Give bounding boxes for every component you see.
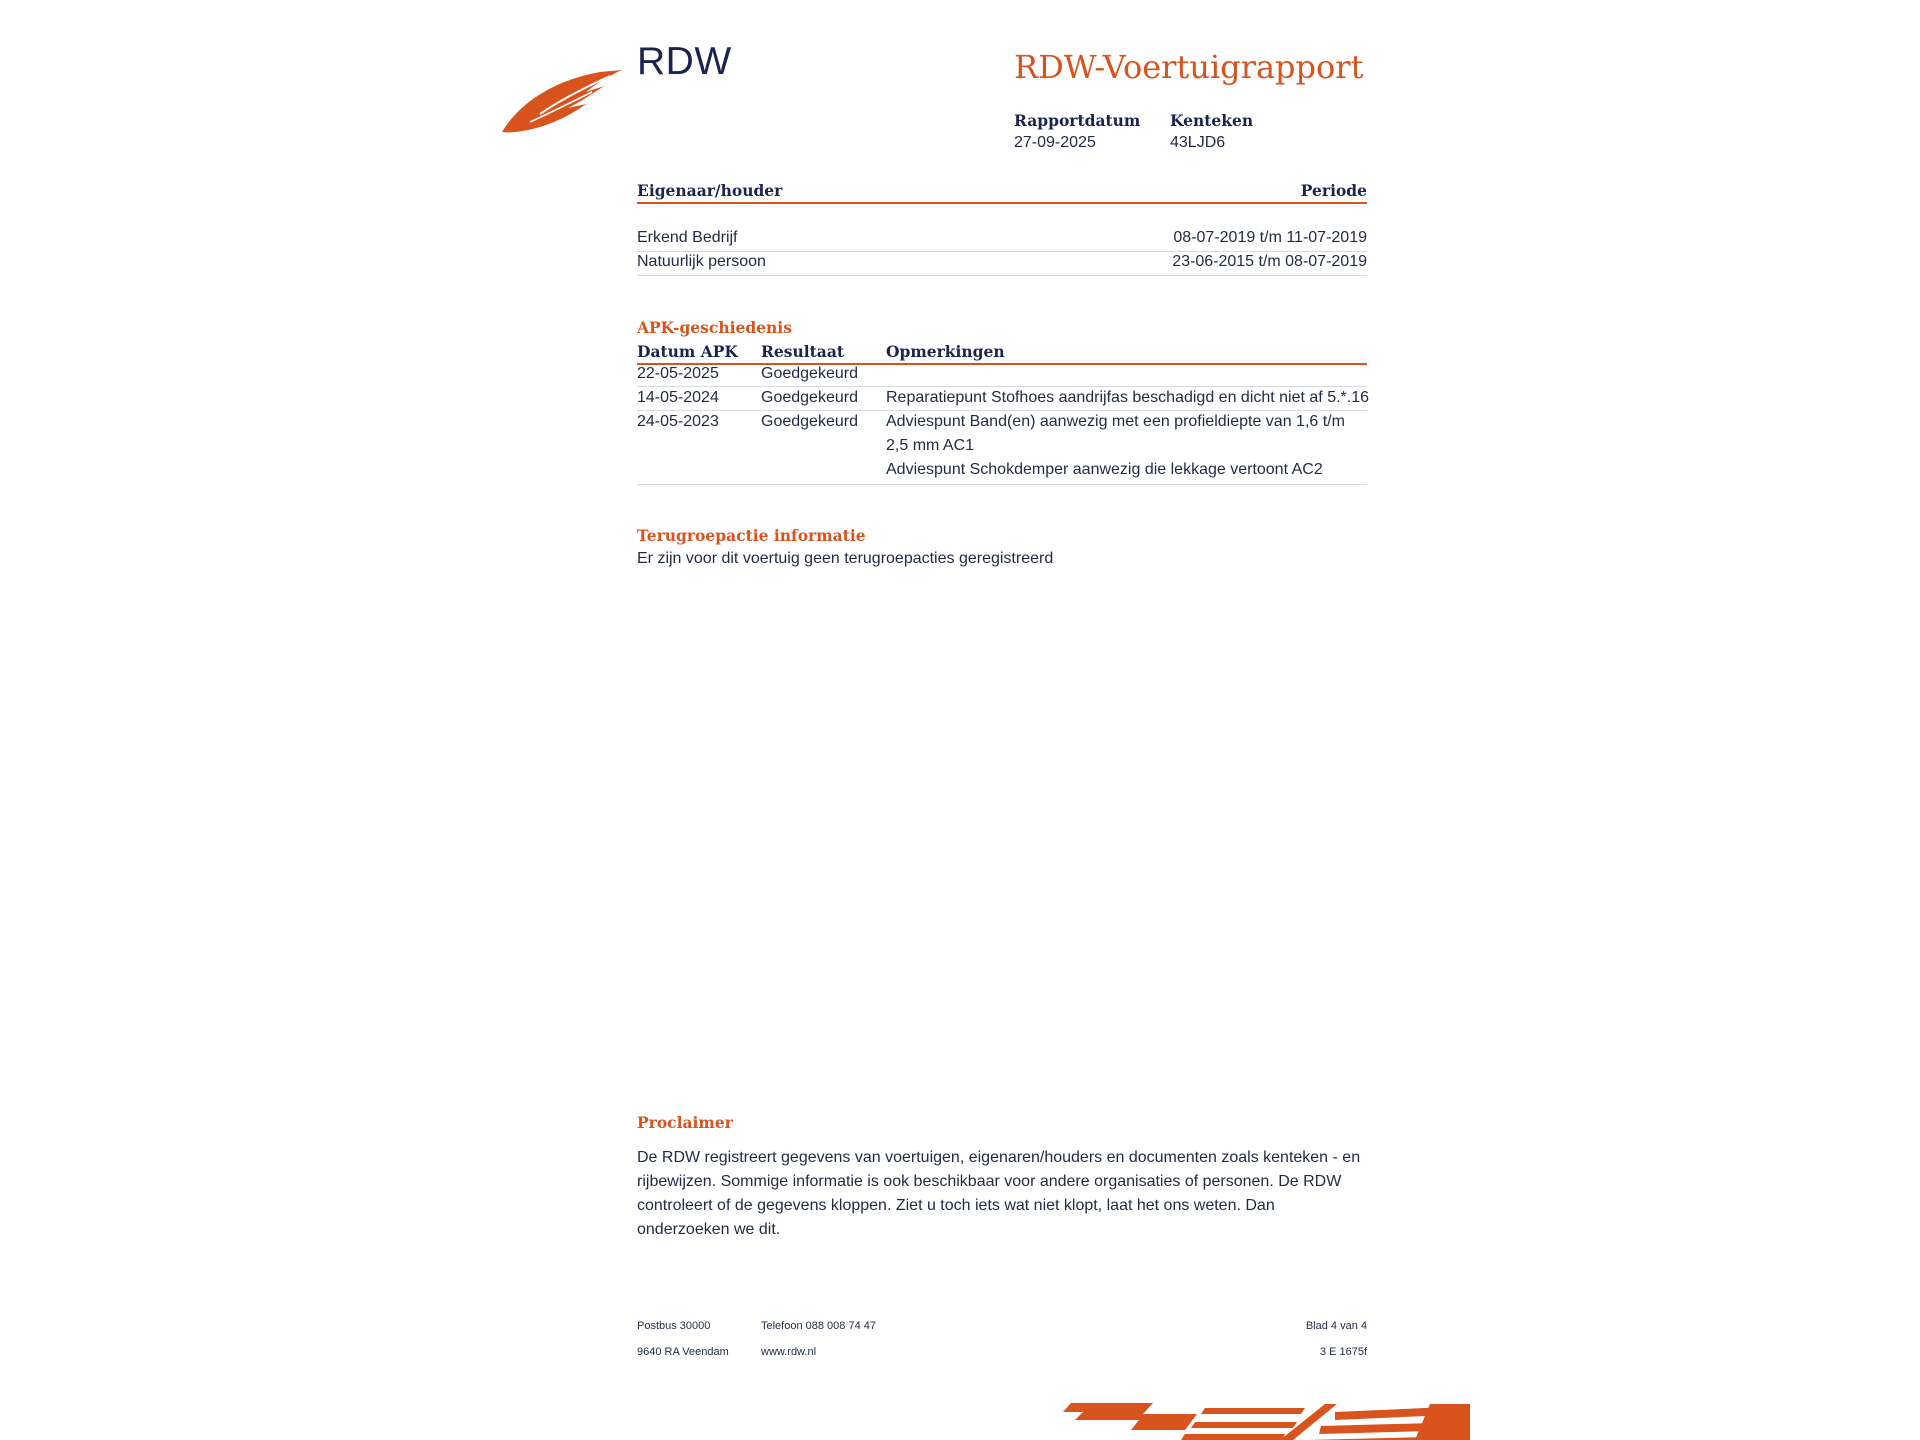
- footer-page-number: Blad 4 van 4: [1305, 1320, 1367, 1332]
- apk-row-3-remark-1: Adviespunt Band(en) aanwezig met een profieldiepte van 1,6 t/m: [886, 413, 1345, 430]
- apk-date-column-header: Datum APK: [637, 342, 738, 361]
- owner-row-2-period: 23-06-2015 t/m 08-07-2019: [1172, 253, 1367, 270]
- footer-phone: Telefoon 088 008 74 47: [761, 1320, 876, 1332]
- proclaimer-title: Proclaimer: [637, 1113, 733, 1132]
- period-column-header: Periode: [1300, 181, 1367, 200]
- orange-stripes-graphic-icon: [1035, 1400, 1470, 1440]
- rdw-feather-logo-icon: [500, 62, 625, 134]
- apk-row-3-result: Goedgekeurd: [761, 413, 858, 430]
- apk-row-3-remark-2: 2,5 mm AC1: [886, 437, 975, 454]
- apk-remarks-column-header: Opmerkingen: [886, 342, 1005, 361]
- recall-section-title: Terugroepactie informatie: [637, 526, 866, 545]
- footer-website: www.rdw.nl: [761, 1346, 817, 1358]
- apk-row-3-date: 24-05-2023: [637, 413, 719, 430]
- apk-row-2-date: 14-05-2024: [637, 389, 719, 406]
- plate-label: Kenteken: [1170, 111, 1254, 130]
- apk-row-1-date: 22-05-2025: [637, 365, 719, 382]
- footer-document-code: 3 E 1675f: [1319, 1346, 1367, 1358]
- footer-postbus: Postbus 30000: [637, 1320, 711, 1332]
- report-title: RDW-Voertuigrapport: [1014, 48, 1364, 86]
- owners-header-rule: [637, 202, 1367, 204]
- owner-table-bottom-rule: [637, 275, 1367, 276]
- apk-header-rule: [637, 363, 1367, 365]
- report-date-label: Rapportdatum: [1014, 111, 1141, 130]
- apk-row-3-remark-3: Adviespunt Schokdemper aanwezig die lekkage vertoont AC2: [886, 461, 1323, 478]
- footer-city: 9640 RA Veendam: [637, 1346, 729, 1358]
- apk-section-title: APK-geschiedenis: [637, 318, 792, 337]
- apk-row-2-remark-1: Reparatiepunt Stofhoes aandrijfas beschadigd en dicht niet af 5.*.16: [886, 389, 1369, 406]
- apk-table-bottom-rule: [637, 484, 1367, 485]
- proclaimer-text: De RDW registreert gegevens van voertuigen, eigenaren/houders en documenten zoals kenteken - en rijbewijzen. Sommige informatie is ook beschikbaar voor andere organisaties of personen. De RDW controleert of de gegevens kloppen. Ziet u toch iets wat niet klopt, laat het ons weten. Dan onderzoeken we dit.: [637, 1149, 1361, 1238]
- apk-row-1-result: Goedgekeurd: [761, 365, 858, 382]
- recall-text: Er zijn voor dit voertuig geen terugroepacties geregistreerd: [637, 550, 1054, 567]
- plate-value: 43LJD6: [1170, 134, 1226, 151]
- apk-row-2-result: Goedgekeurd: [761, 389, 858, 406]
- owner-column-header: Eigenaar/houder: [637, 181, 783, 200]
- brand-name: RDW: [637, 40, 732, 83]
- apk-result-column-header: Resultaat: [761, 342, 845, 361]
- owner-row-1-name: Erkend Bedrijf: [637, 229, 738, 246]
- report-date-value: 27-09-2025: [1014, 134, 1096, 151]
- owner-row-2-name: Natuurlijk persoon: [637, 253, 766, 270]
- owner-row-1-period: 08-07-2019 t/m 11-07-2019: [1173, 229, 1367, 246]
